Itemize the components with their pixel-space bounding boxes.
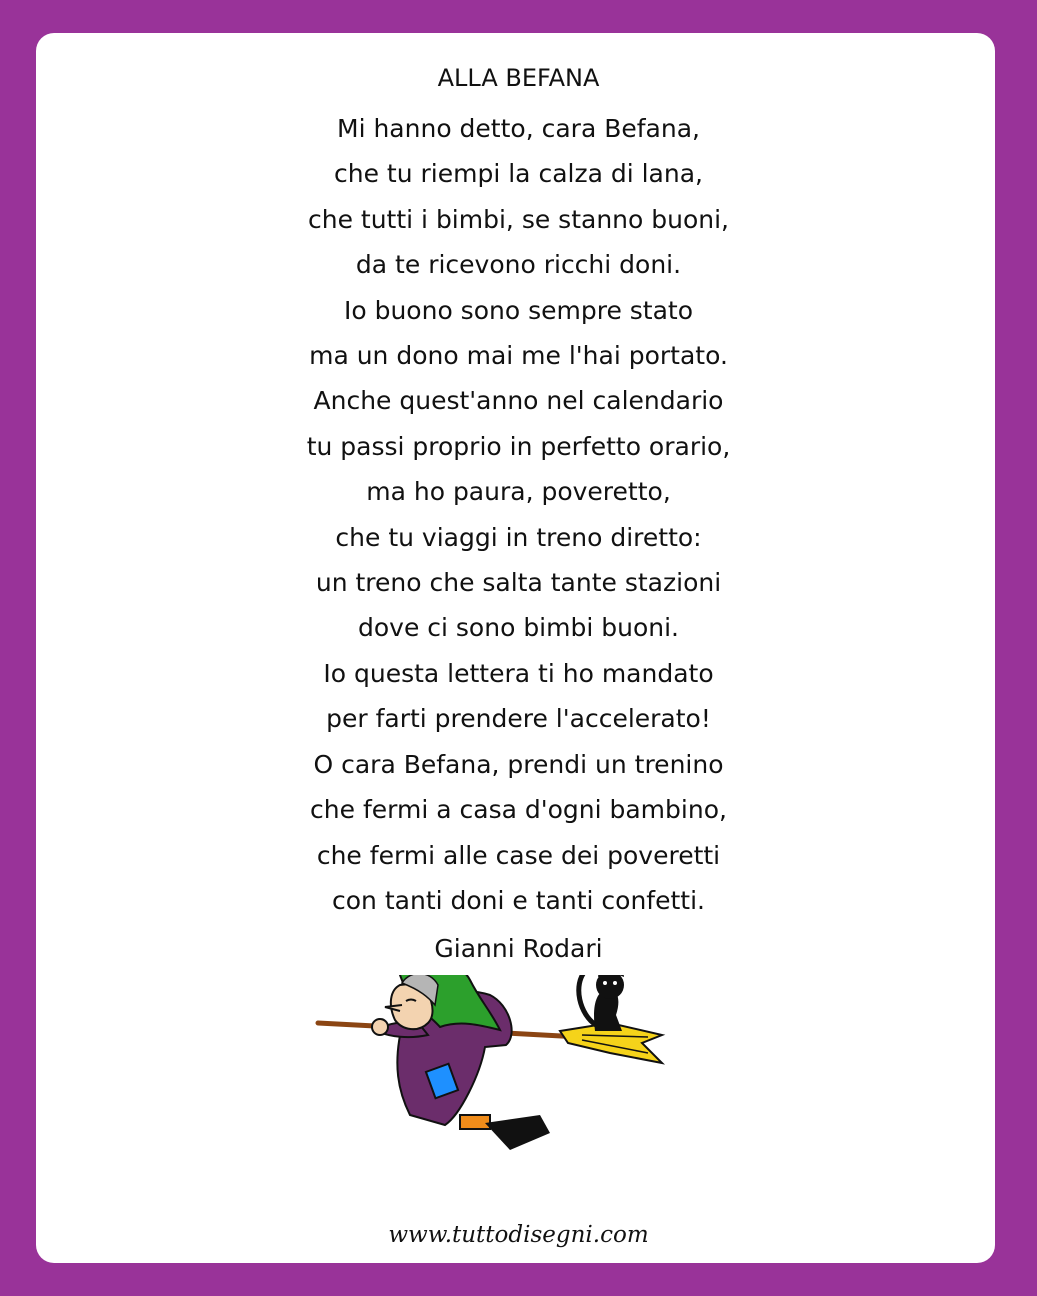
cat-icon: [579, 975, 624, 1031]
verse-line: che fermi alle case dei poveretti: [316, 840, 721, 870]
verse-line: ma un dono mai me l'hai portato.: [309, 341, 728, 371]
verse-line: con tanti doni e tanti confetti.: [332, 885, 705, 915]
website-link[interactable]: www.tuttodisegni.com: [388, 1222, 649, 1248]
poem-author: Gianni Rodari: [434, 934, 603, 963]
verse-line: Io buono sono sempre stato: [343, 295, 694, 325]
verse-line: un treno che salta tante stazioni: [315, 568, 722, 598]
verse-line: Mi hanno detto, cara Befana,: [337, 114, 700, 143]
befana-illustration: [310, 975, 690, 1215]
verse-line: Anche quest'anno nel calendario: [313, 386, 724, 416]
verse-line: O cara Befana, prendi un trenino: [313, 749, 724, 779]
verse-line: che tutti i bimbi, se stanno buoni,: [307, 204, 729, 234]
verse-line: dove ci sono bimbi buoni.: [357, 613, 679, 643]
verse-line: che fermi a casa d'ogni bambino,: [310, 795, 727, 825]
verse-line: per farti prendere l'accelerato!: [326, 704, 711, 734]
verse-line: ma ho paura, poveretto,: [366, 477, 671, 507]
poem-verses: [0, 106, 1037, 923]
verse-line: che tu viaggi in treno diretto:: [335, 522, 702, 552]
verse-line: da te ricevono ricchi doni.: [355, 250, 682, 280]
poem-title: ALLA BEFANA: [437, 64, 600, 92]
verse-line: che tu riempi la calza di lana,: [334, 159, 703, 189]
verse-line: Io questa lettera ti ho mandato: [323, 658, 714, 688]
verse-line: tu passi proprio in perfetto orario,: [306, 431, 731, 461]
